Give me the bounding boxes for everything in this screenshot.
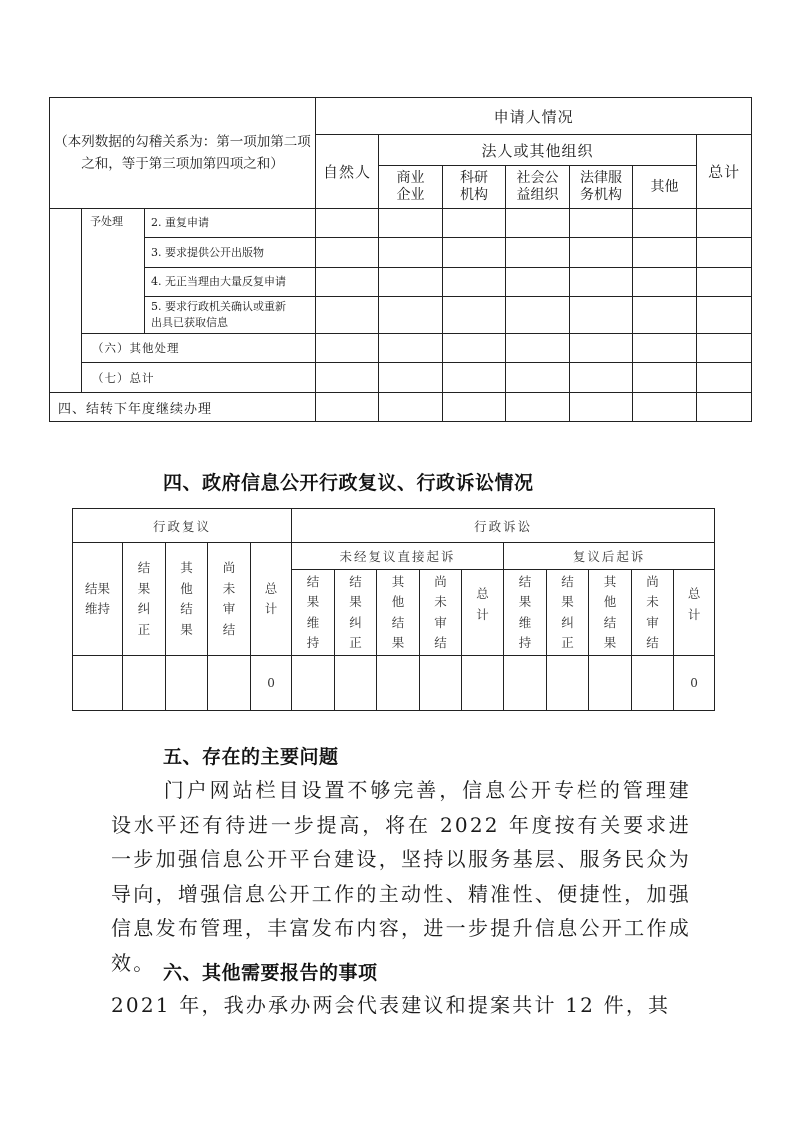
- table-row: [50, 268, 752, 297]
- data-cell: [506, 334, 570, 363]
- data-cell: [506, 209, 570, 238]
- col-header: 其他结果: [166, 543, 208, 656]
- data-cell: [633, 268, 697, 297]
- entity-type-header: 商业 企业: [379, 166, 443, 209]
- section-6-body: 2021 年，我办承办两会代表建议和提案共计 12 件，其: [111, 993, 671, 1017]
- data-cell: [379, 209, 443, 238]
- data-cell: [316, 238, 379, 268]
- data-cell: [73, 656, 123, 711]
- col-header: 总计: [251, 543, 292, 656]
- col-header: 尚未审结: [208, 543, 251, 656]
- col-header: 结果 维持: [73, 543, 123, 656]
- col-header: 结果纠正: [335, 570, 377, 656]
- data-cell: [570, 268, 633, 297]
- col-header: 结果维持: [292, 570, 335, 656]
- data-cell: [379, 238, 443, 268]
- data-cell: [379, 297, 443, 334]
- data-cell: [443, 238, 506, 268]
- section-4-title: 四、政府信息公开行政复议、行政诉讼情况: [163, 472, 534, 494]
- entity-type-header: 其他: [633, 166, 697, 209]
- row-label: 3. 要求提供公开出版物: [145, 238, 316, 268]
- data-cell: [633, 393, 697, 422]
- data-cell: [316, 297, 379, 334]
- data-cell: [316, 209, 379, 238]
- total-header: 总计: [697, 135, 752, 209]
- data-cell: [632, 656, 674, 711]
- data-cell: [697, 393, 752, 422]
- data-cell: [633, 334, 697, 363]
- section-5-body: 门户网站栏目设置不够完善，信息公开专栏的管理建设水平还有待进一步提高，将在 2022 年度按有关要求进一步加强信息公开平台建设，坚持以服务基层、服务民众为导向，增强信息公开工作的主动性、精准性、便捷性，加强信息发布管理，丰富发布内容，进一步提升信息公开工作成效。: [111, 778, 691, 975]
- legal-entity-header: 法人或其他组织: [379, 135, 697, 166]
- entity-type-header: 法律服 务机构: [570, 166, 633, 209]
- data-cell: [570, 297, 633, 334]
- data-cell: [633, 238, 697, 268]
- data-cell: [443, 209, 506, 238]
- entity-type-header: 科研 机构: [443, 166, 506, 209]
- data-cell: 0: [251, 656, 292, 711]
- data-cell: [292, 656, 335, 711]
- row-label: 四、结转下年度继续办理: [50, 393, 316, 422]
- data-cell: [379, 363, 443, 393]
- data-cell: [570, 363, 633, 393]
- applicant-header: 申请人情况: [316, 98, 752, 135]
- col-header: 结果纠正: [547, 570, 589, 656]
- data-cell: 0: [674, 656, 715, 711]
- row-label: （六）其他处理: [82, 334, 316, 363]
- data-cell: [697, 238, 752, 268]
- row-label: 2. 重复申请: [145, 209, 316, 238]
- data-cell: [633, 209, 697, 238]
- table-row: [50, 363, 752, 393]
- data-cell: [316, 334, 379, 363]
- data-cell: [443, 363, 506, 393]
- data-cell: [697, 297, 752, 334]
- data-cell: [697, 363, 752, 393]
- col-header: 其他结果: [377, 570, 420, 656]
- table-row: [50, 238, 752, 268]
- data-cell: [123, 656, 166, 711]
- data-cell: [570, 334, 633, 363]
- data-cell: [589, 656, 632, 711]
- data-cell: [697, 209, 752, 238]
- applicant-stats-table: [49, 97, 752, 422]
- data-cell: [506, 297, 570, 334]
- data-cell: [697, 334, 752, 363]
- col-header: 总计: [674, 570, 715, 656]
- data-cell: [208, 656, 251, 711]
- natural-person-header: 自然人: [316, 135, 379, 209]
- row-label: （七）总计: [82, 363, 316, 393]
- table-row: [50, 334, 752, 363]
- data-cell: [443, 268, 506, 297]
- data-cell: [316, 268, 379, 297]
- data-cell: [443, 297, 506, 334]
- row-label: 5. 要求行政机关确认或重新 出具已获取信息: [145, 297, 316, 334]
- col-header: 尚未审结: [420, 570, 462, 656]
- data-cell: [697, 268, 752, 297]
- entity-type-header: 社会公 益组织: [506, 166, 570, 209]
- data-cell: [506, 238, 570, 268]
- section-5-title: 五、存在的主要问题: [163, 746, 339, 768]
- col-header: 尚未审结: [632, 570, 674, 656]
- col-header: 其他结果: [589, 570, 632, 656]
- data-cell: [316, 363, 379, 393]
- data-cell: [443, 334, 506, 363]
- sub-category-label: 予处理: [82, 209, 145, 334]
- data-cell: [166, 656, 208, 711]
- table-note: （本列数据的勾稽关系为：第一项加第二项之和，等于第三项加第四项之和）: [50, 98, 316, 209]
- after-review-header: 复议后起诉: [504, 543, 715, 570]
- data-cell: [443, 393, 506, 422]
- data-cell: [335, 656, 377, 711]
- admin-litigation-header: 行政诉讼: [292, 509, 715, 543]
- col-header: 结果维持: [504, 570, 547, 656]
- data-cell: [504, 656, 547, 711]
- col-header: 总计: [462, 570, 504, 656]
- admin-review-header: 行政复议: [73, 509, 292, 543]
- data-cell: [377, 656, 420, 711]
- data-cell: [379, 268, 443, 297]
- data-cell: [547, 656, 589, 711]
- data-cell: [379, 334, 443, 363]
- direct-suit-header: 未经复议直接起诉: [292, 543, 504, 570]
- data-cell: [570, 393, 633, 422]
- data-cell: [506, 268, 570, 297]
- section-6-title: 六、其他需要报告的事项: [163, 962, 378, 984]
- data-cell: [633, 297, 697, 334]
- data-cell: [316, 393, 379, 422]
- data-cell: [506, 363, 570, 393]
- table-row: [50, 393, 752, 422]
- outer-blank-cell: [50, 209, 82, 393]
- row-label: 4. 无正当理由大量反复申请: [145, 268, 316, 297]
- data-cell: [379, 393, 443, 422]
- data-cell: [506, 393, 570, 422]
- review-litigation-table: [72, 508, 715, 711]
- col-header: 结果纠正: [123, 543, 166, 656]
- table-row: [50, 209, 752, 238]
- data-cell: [570, 238, 633, 268]
- data-cell: [633, 363, 697, 393]
- data-cell: [462, 656, 504, 711]
- table-row: [73, 656, 715, 711]
- table-row: [50, 297, 752, 334]
- data-cell: [570, 209, 633, 238]
- data-cell: [420, 656, 462, 711]
